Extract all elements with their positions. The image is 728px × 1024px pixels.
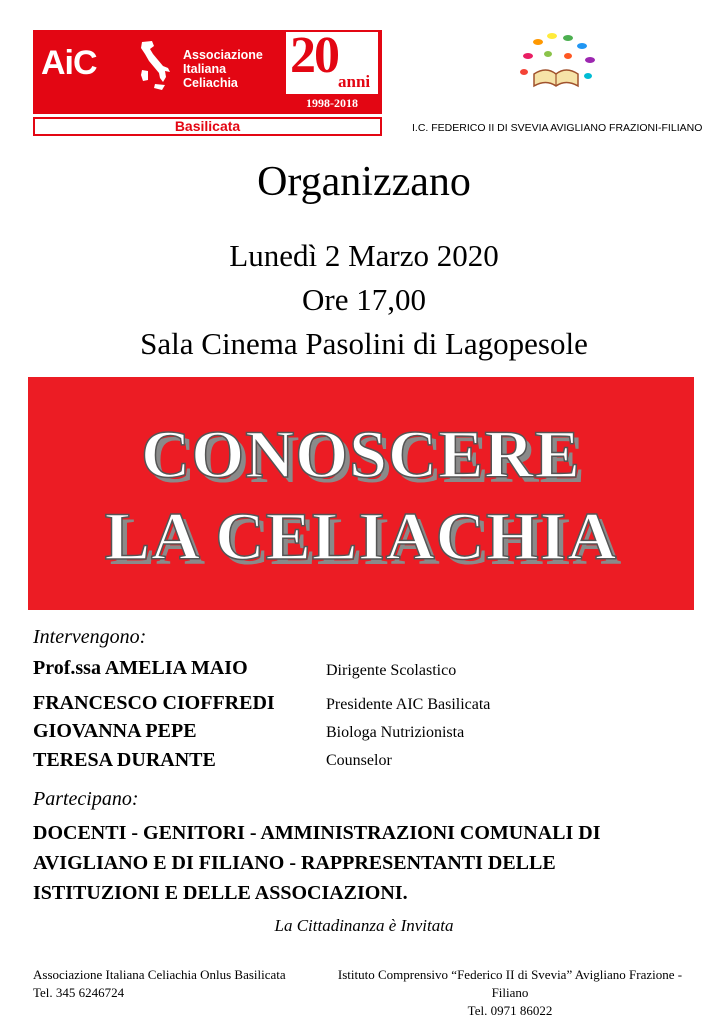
footer-aic-contact [33, 966, 286, 1002]
footer-aic-tel: Tel. 345 6246724 [33, 985, 125, 1000]
italy-map-icon [138, 40, 172, 92]
aic-mark: AiC [41, 44, 97, 82]
anniversary-number: 20 [290, 27, 338, 84]
speaker-name: Prof.ssa AMELIA MAIO [33, 657, 248, 679]
anniversary-years: 1998-2018 [286, 94, 378, 112]
aic-logo [33, 27, 382, 114]
aic-name-line: Associazione [183, 48, 263, 62]
footer-aic-org: Associazione Italiana Celiachia Onlus Basilicata [33, 967, 286, 982]
speaker-name: TERESA DURANTE [33, 749, 216, 771]
footer-school-org: Istituto Comprensivo “Federico II di Svevia” Avigliano Frazione - Filiano [337, 967, 683, 1000]
speaker-name: GIOVANNA PEPE [33, 720, 197, 742]
speaker-role: Biologa Nutrizionista [326, 724, 465, 741]
banner-title-line: LA CELIACHIA [104, 498, 618, 574]
school-book-butterflies-icon [512, 30, 600, 100]
speaker-role: Dirigente Scolastico [326, 662, 457, 679]
speaker-role: Presidente AIC Basilicata [326, 696, 491, 713]
banner-title-line: CONOSCERE [141, 416, 581, 492]
speaker-name: FRANCESCO CIOFFREDI [33, 692, 275, 714]
event-date: Lunedì 2 Marzo 2020 [229, 238, 499, 273]
participants-label: Partecipano: [33, 788, 139, 810]
footer-school-tel: Tel. 0971 86022 [467, 1003, 553, 1018]
title-banner [28, 377, 694, 610]
participants-text: DOCENTI - GENITORI - AMMINISTRAZIONI COMUNALI DI AVIGLIANO E DI FILIANO - RAPPRESENTANTI DELLE ISTITUZIONI E DELLE ASSOCIAZIONI. [33, 822, 601, 904]
footer-school-contact [320, 966, 700, 1020]
intro-heading: Organizzano [257, 159, 471, 205]
event-venue: Sala Cinema Pasolini di Lagopesole [140, 326, 588, 361]
aic-name [183, 48, 263, 90]
speaker-role: Counselor [326, 752, 392, 769]
aic-name-line: Celiachia [183, 76, 238, 90]
invitation-text: La Cittadinanza è Invitata [274, 916, 454, 935]
anniversary-word: anni [338, 72, 371, 91]
region-label: Basilicata [33, 117, 382, 136]
anniversary-badge [286, 27, 378, 112]
school-name: I.C. FEDERICO II DI SVEVIA AVIGLIANO FRAZIONI-FILIANO [412, 122, 703, 134]
speakers-label: Intervengono: [33, 626, 147, 648]
event-time: Ore 17,00 [302, 282, 426, 317]
aic-name-line: Italiana [183, 62, 227, 76]
